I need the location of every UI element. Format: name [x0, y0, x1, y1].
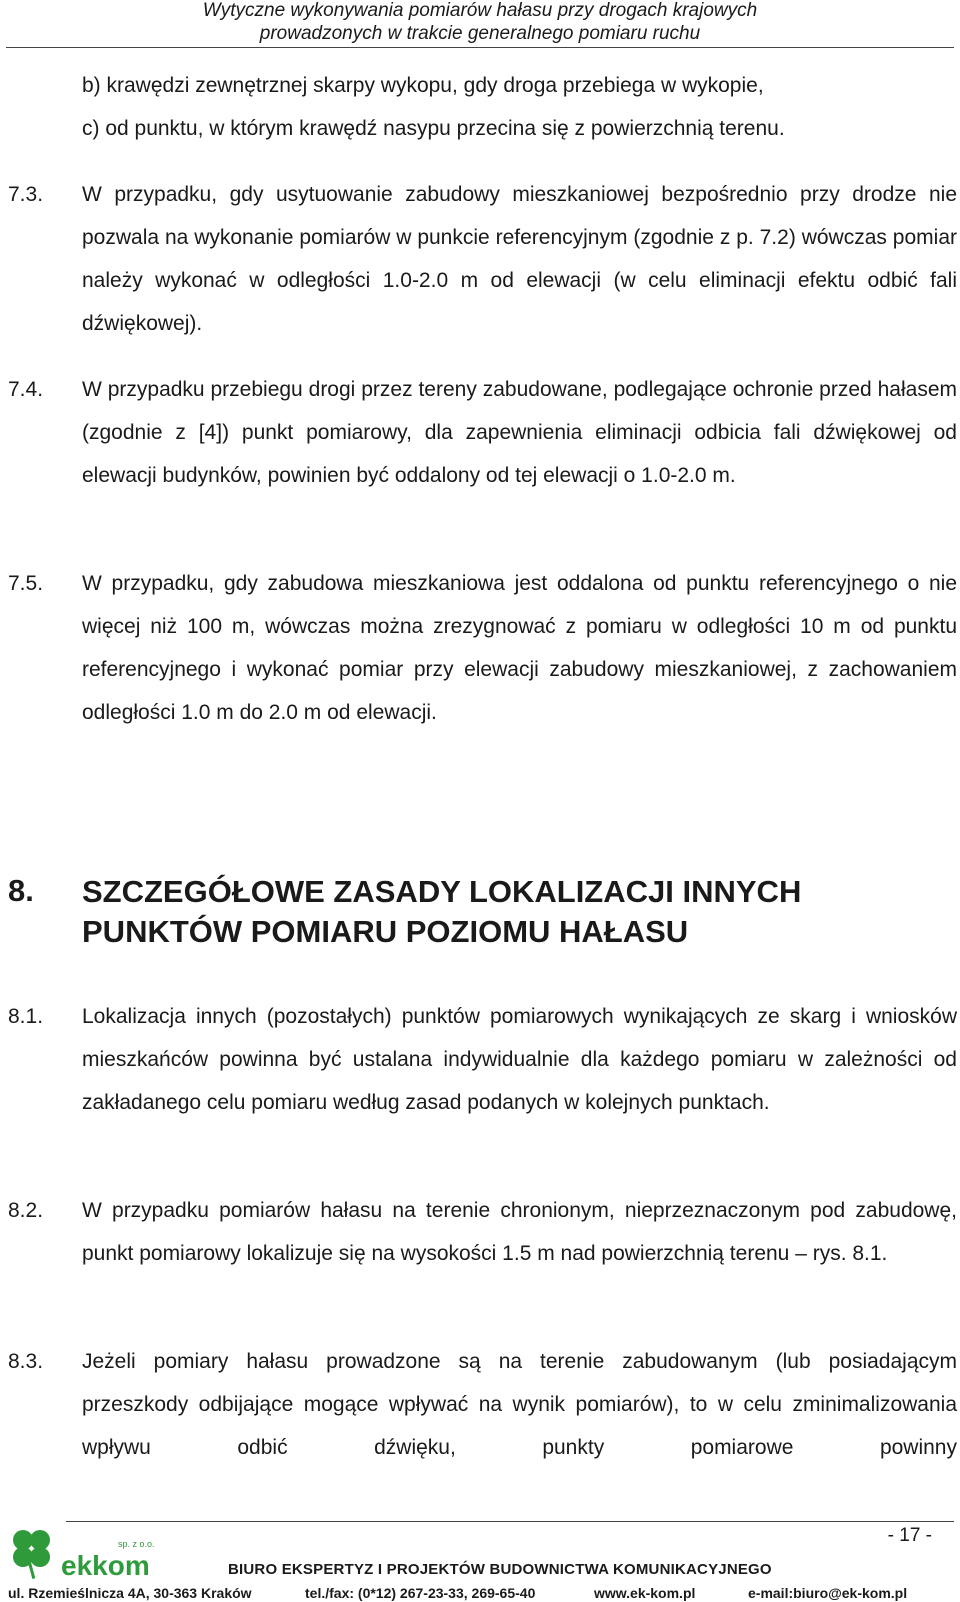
- header-title-line-1: Wytyczne wykonywania pomiarów hałasu przy drogach krajowych: [202, 0, 758, 21]
- section-8-1-text: Lokalizacja innych (pozostałych) punktów pomiarowych wynikających ze skarg i wniosków mieszkańców powinna być ustalana indywidualnie dla każdego pomiaru w zależności od zakładanego celu pomiaru według zasad podanych w kolejnych punktach.: [82, 1005, 957, 1114]
- footer-divider: [66, 1521, 954, 1522]
- company-logo: [6, 1527, 166, 1583]
- clover-icon: [6, 1527, 166, 1583]
- section-7-3-text: W przypadku, gdy usytuowanie zabudowy mieszkaniowej bezpośrednio przy drodze nie pozwala na wykonanie pomiarów w punkcie referencyjnym (zgodnie z p. 7.2) wówczas pomiar należy wykonać w odległości 1.0-2.0 m od elewacji (w celu eliminacji efektu odbić fali dźwiękowej).: [82, 183, 957, 335]
- section-8-2-number: 8.2.: [8, 1199, 44, 1222]
- header-divider: [6, 47, 954, 48]
- svg-text:ekkom: ekkom: [61, 1550, 150, 1581]
- footer-email[interactable]: e-mail:biuro@ek-kom.pl: [748, 1585, 908, 1601]
- footer-address: ul. Rzemieślnicza 4A, 30-363 Kraków: [8, 1585, 252, 1601]
- section-8-3-text: Jeżeli pomiary hałasu prowadzone są na terenie zabudowanym (lub posiadającym przeszkody odbijające mogące wpływać na wynik pomiarów), to w celu zminimalizowania wpływu odbić dźwięku, punkty pomiarowe powinny: [82, 1350, 957, 1459]
- section-7-3-number: 7.3.: [8, 183, 44, 206]
- svg-text:sp. z o.o.: sp. z o.o.: [118, 1539, 155, 1549]
- section-7-4-text: W przypadku przebiegu drogi przez tereny zabudowane, podlegające ochronie przed hałasem (zgodnie z [4]) punkt pomiarowy, dla zapewnienia eliminacji odbicia fali dźwiękowej od elewacji budynków, powinien być oddalony od tej elewacji o 1.0-2.0 m.: [82, 378, 957, 487]
- section-8-number: 8.: [8, 873, 34, 908]
- footer-phone: tel./fax: (0*12) 267-23-33, 269-65-40: [305, 1585, 536, 1601]
- list-item-c: c) od punktu, w którym krawędź nasypu przecina się z powierzchnią terenu.: [82, 117, 785, 140]
- section-8-1-number: 8.1.: [8, 1005, 44, 1028]
- list-item-b: b) krawędzi zewnętrznej skarpy wykopu, gdy droga przebiega w wykopie,: [82, 74, 764, 97]
- section-8-2-text: W przypadku pomiarów hałasu na terenie chronionym, nieprzeznaczonym pod zabudowę, punkt pomiarowy lokalizuje się na wysokości 1.5 m nad powierzchnią terenu – rys. 8.1.: [82, 1199, 957, 1265]
- section-8-title: SZCZEGÓŁOWE ZASADY LOKALIZACJI INNYCH PUNKTÓW POMIARU POZIOMU HAŁASU: [82, 874, 802, 949]
- section-7-4-number: 7.4.: [8, 378, 44, 401]
- footer-website[interactable]: www.ek-kom.pl: [594, 1585, 696, 1601]
- company-name: BIURO EKSPERTYZ I PROJEKTÓW BUDOWNICTWA KOMUNIKACYJNEGO: [228, 1561, 772, 1578]
- header-title-line-2: prowadzonych w trakcie generalnego pomiaru ruchu: [259, 23, 701, 44]
- section-8-3-number: 8.3.: [8, 1350, 44, 1373]
- section-7-5-number: 7.5.: [8, 572, 44, 595]
- section-7-5-text: W przypadku, gdy zabudowa mieszkaniowa jest oddalona od punktu referencyjnego o nie więcej niż 100 m, wówczas można zrezygnować z pomiaru w odległości 10 m od punktu referencyjnego i wykonać pomiar przy elewacji zabudowy mieszkaniowej, z zachowaniem odległości 1.0 m do 2.0 m od elewacji.: [82, 572, 957, 724]
- page-number: - 17 -: [887, 1525, 932, 1546]
